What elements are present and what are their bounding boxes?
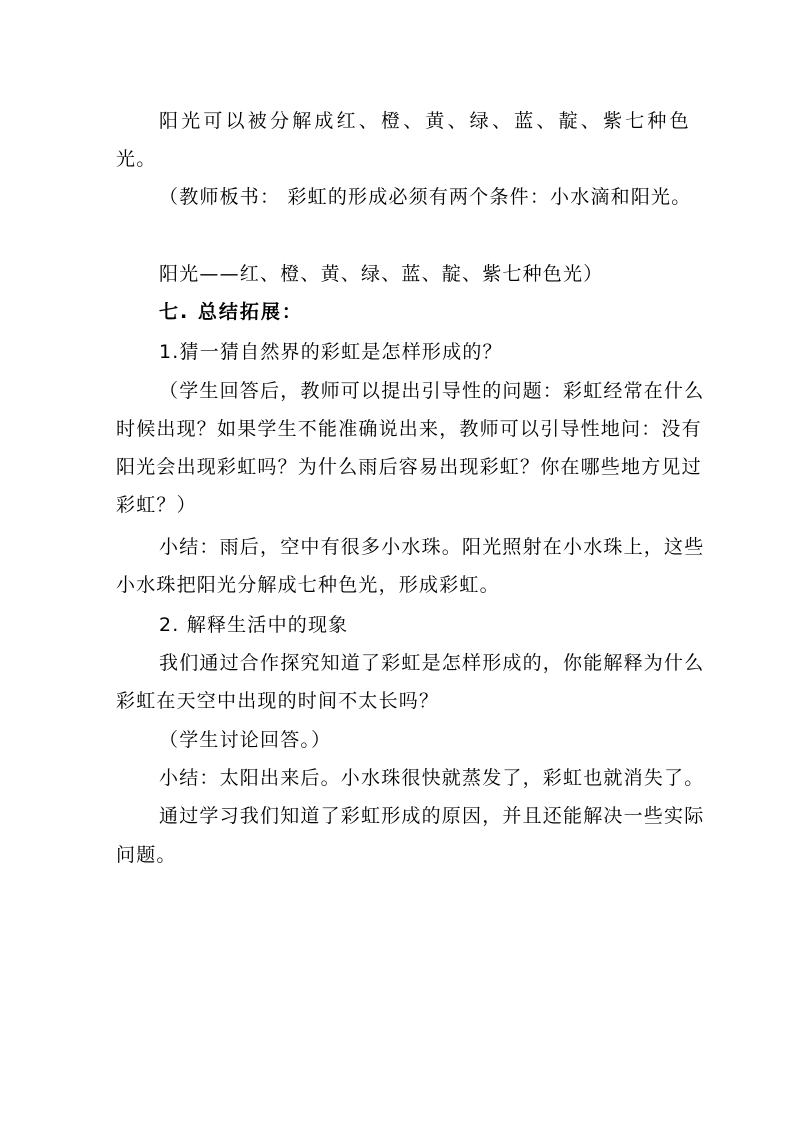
paragraph-line: 通过学习我们知道了彩虹形成的原因，并且还能解决一些实际 <box>159 805 705 827</box>
paragraph-line: 问题。 <box>116 844 177 866</box>
paragraph-line: 时候出现？如果学生不能准确说出来，教师可以引导性地问：没有 <box>116 418 702 440</box>
paragraph-line: 我们通过合作探究知道了彩虹是怎样形成的，你能解释为什么 <box>159 652 705 674</box>
paragraph-line: （学生回答后，教师可以提出引导性的问题：彩虹经常在什么 <box>159 380 705 402</box>
paragraph-line: 彩虹在天空中出现的时间不太长吗？ <box>116 690 440 712</box>
section-heading: 七. 总结拓展： <box>159 301 303 323</box>
paragraph-line: 光。 <box>116 148 157 170</box>
question-line: 2. 解释生活中的现象 <box>159 614 349 636</box>
paragraph-line: （教师板书： 彩虹的形成必须有两个条件：小水滴和阳光。 <box>159 186 692 208</box>
question-line: 1.猜一猜自然界的彩虹是怎样形成的？ <box>159 341 503 363</box>
paragraph-line: 小结：雨后，空中有很多小水珠。阳光照射在小水珠上，这些 <box>159 536 705 558</box>
paragraph-line: 阳光可以被分解成红、橙、黄、绿、蓝、靛、紫七种色 <box>159 110 692 132</box>
paragraph-line: 彩虹？） <box>116 494 197 516</box>
paragraph-line: （学生讨论回答。） <box>159 729 332 751</box>
paragraph-line: 阳光会出现彩虹吗？为什么雨后容易出现彩虹？你在哪些地方见过 <box>116 456 702 478</box>
paragraph-line: 小水珠把阳光分解成七种色光，形成彩虹。 <box>116 574 500 596</box>
paragraph-line: 小结：太阳出来后。小水珠很快就蒸发了，彩虹也就消失了。 <box>159 767 705 789</box>
paragraph-line: 阳光——红、橙、黄、绿、蓝、靛、紫七种色光） <box>159 263 604 285</box>
